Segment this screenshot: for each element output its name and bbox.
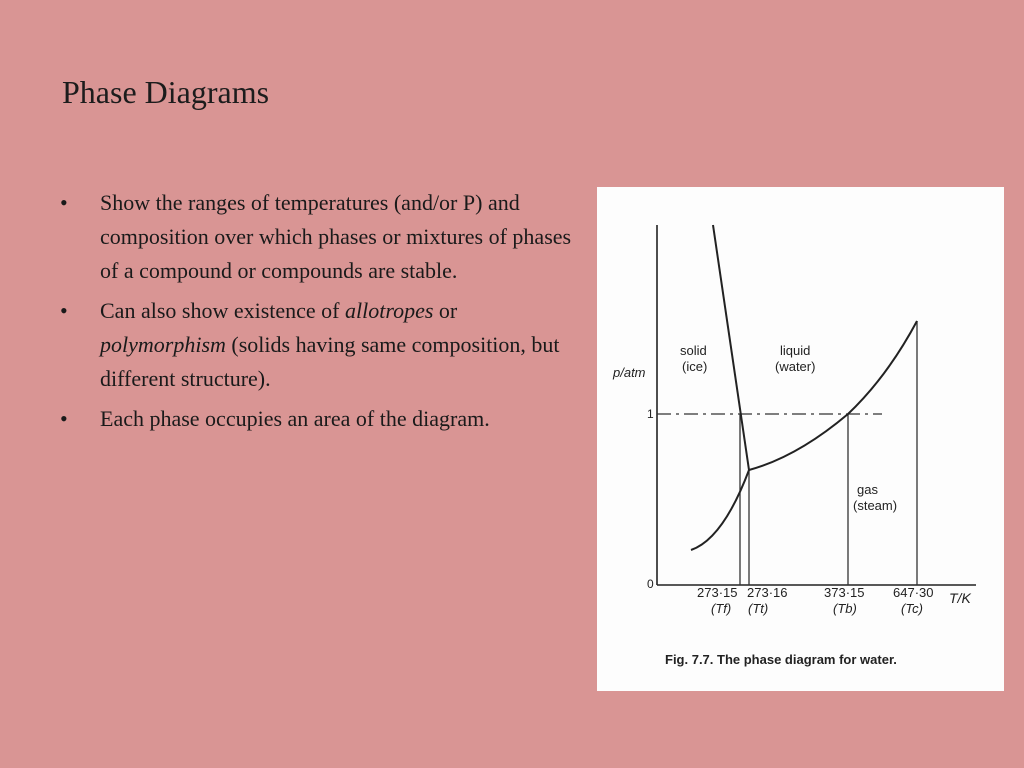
bullet-list (58, 186, 578, 442)
x-tick-tc-value: 647·30 (893, 585, 934, 600)
phase-diagram-svg (597, 187, 1004, 691)
bullet-item (58, 186, 578, 288)
x-tick-tt-value: 273·16 (747, 585, 788, 600)
x-tick-tc-symbol: (Tc) (901, 601, 923, 616)
x-tick-tf-value: 273·15 (697, 585, 738, 600)
vaporization-curve (749, 321, 917, 470)
bullet-text: Each phase occupies an area of the diagram. (100, 406, 490, 431)
bullet-glyph: • (60, 298, 68, 323)
bullet-glyph: • (60, 406, 68, 431)
solid-label: solid (680, 343, 707, 358)
bullet-text: Show the ranges of temperatures (and/or P) and composition over which phases or mixtures of phases of a compound or compounds are stable. (100, 190, 572, 283)
slide-title: Phase Diagrams (62, 74, 270, 110)
bullet-italic-polymorphism: polymorphism (100, 332, 226, 357)
ice-label: (ice) (682, 359, 708, 374)
x-tick-tf-symbol: (Tf) (711, 601, 732, 616)
y-tick-zero: 0 (647, 577, 654, 591)
y-tick-one: 1 (647, 407, 654, 421)
liquid-label: liquid (780, 343, 811, 358)
y-axis-label: p/atm (613, 365, 646, 380)
bullet-text-pre: Can also show existence of (100, 298, 345, 323)
x-axis-label: T/K (949, 590, 971, 606)
bullet-glyph: • (60, 190, 68, 215)
bullet-text-mid: or (433, 298, 458, 323)
x-tick-tt-symbol: (Tt) (748, 601, 769, 616)
water-label: (water) (775, 359, 816, 374)
figure-caption: Fig. 7.7. The phase diagram for water. (665, 652, 897, 667)
bullet-text-post: (solids having same composition, but different structure). (100, 332, 560, 391)
steam-label: (steam) (853, 498, 898, 513)
bullet-italic-allotropes: allotropes (345, 298, 434, 323)
x-tick-tb-value: 373·15 (824, 585, 865, 600)
melting-curve (713, 225, 749, 470)
bullet-item (58, 402, 578, 436)
bullet-item (58, 294, 578, 396)
x-tick-tb-symbol: (Tb) (833, 601, 857, 616)
gas-label: gas (857, 482, 878, 497)
phase-diagram-figure (597, 187, 1004, 691)
